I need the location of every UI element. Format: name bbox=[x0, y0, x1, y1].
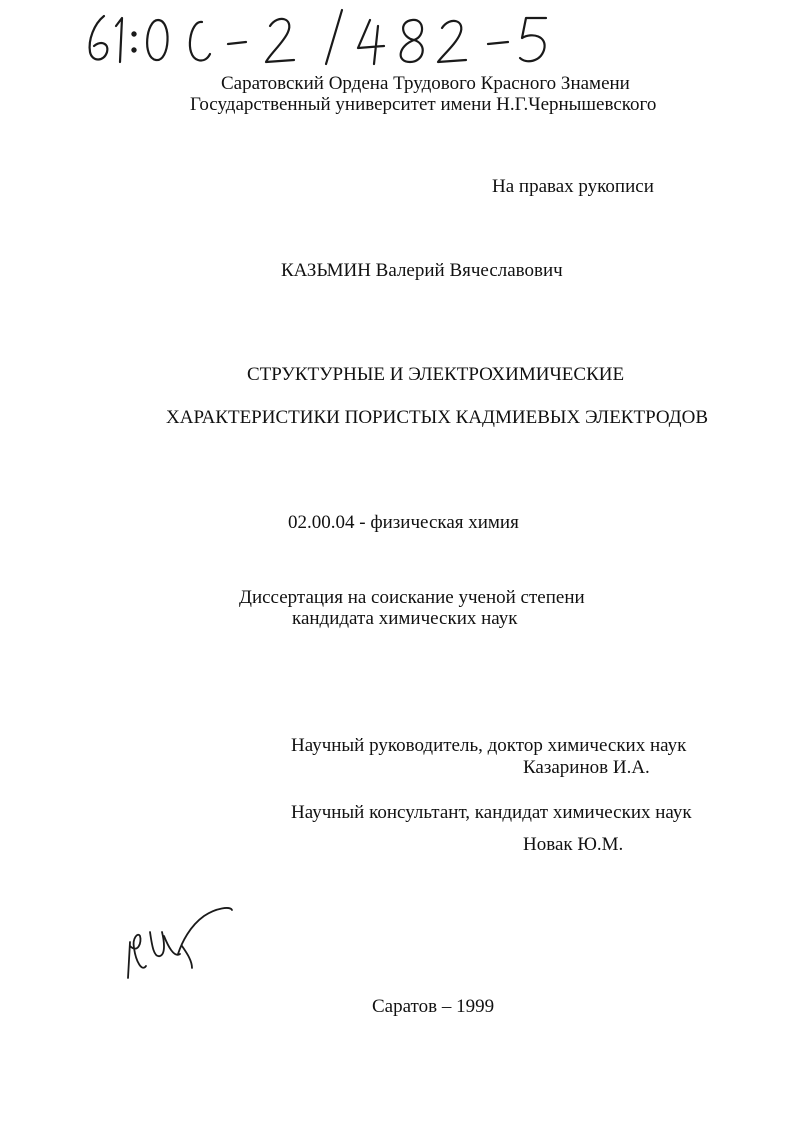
university-line-2: Государственный университет имени Н.Г.Чернышевского bbox=[190, 94, 657, 115]
handwritten-catalog-number bbox=[80, 4, 550, 70]
signature-drawing bbox=[120, 902, 240, 982]
author-name: КАЗЬМИН Валерий Вячеславович bbox=[281, 260, 563, 281]
title-line-2: ХАРАКТЕРИСТИКИ ПОРИСТЫХ КАДМИЕВЫХ ЭЛЕКТРОДОВ bbox=[166, 407, 709, 428]
specialty: 02.00.04 - физическая химия bbox=[288, 512, 519, 533]
catalog-number-drawing bbox=[80, 4, 550, 70]
university-line-1: Саратовский Ордена Трудового Красного Знамени bbox=[221, 73, 630, 94]
city-year: Саратов – 1999 bbox=[372, 996, 495, 1017]
supervisor-title: Научный руководитель, доктор химических наук bbox=[291, 735, 687, 756]
title-line-1: СТРУКТУРНЫЕ И ЭЛЕКТРОХИМИЧЕСКИЕ bbox=[247, 364, 625, 385]
degree-line-2: кандидата химических наук bbox=[292, 608, 518, 629]
signature bbox=[120, 902, 240, 982]
consultant-name: Новак Ю.М. bbox=[523, 834, 624, 855]
supervisor-name: Казаринов И.А. bbox=[523, 757, 650, 778]
manuscript-rights: На правах рукописи bbox=[492, 176, 654, 197]
consultant-title: Научный консультант, кандидат химических наук bbox=[291, 802, 692, 823]
degree-line-1: Диссертация на соискание ученой степени bbox=[239, 587, 585, 608]
